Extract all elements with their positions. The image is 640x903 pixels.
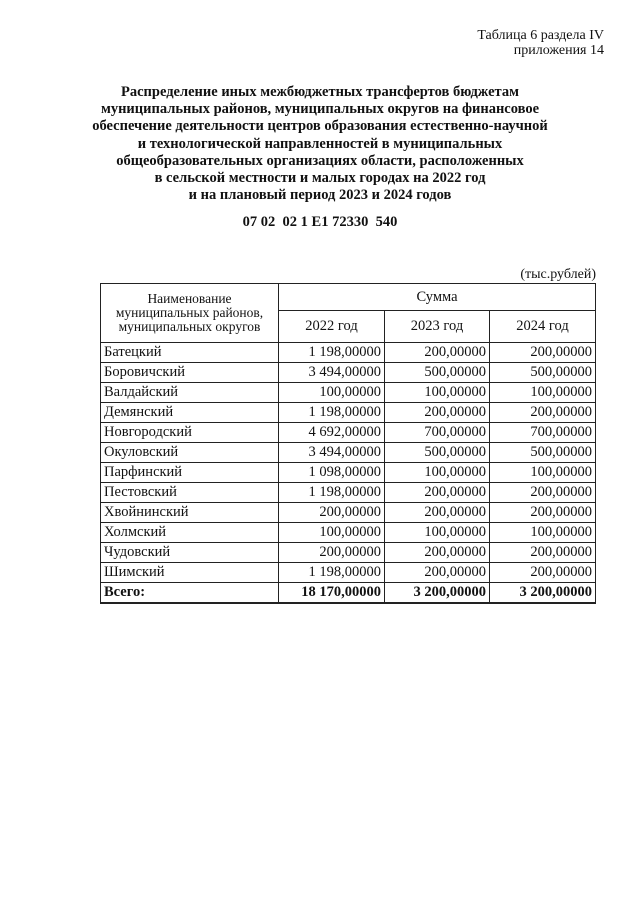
amount-2023-cell: 3 200,00000 xyxy=(385,583,490,604)
amount-2022-cell: 1 198,00000 xyxy=(279,403,385,423)
amount-2024-cell: 200,00000 xyxy=(490,503,596,523)
table-row xyxy=(101,363,596,383)
amount-2023-cell: 200,00000 xyxy=(385,343,490,363)
district-name-cell: Пестовский xyxy=(101,483,279,503)
amount-2022-cell: 1 098,00000 xyxy=(279,463,385,483)
amount-2024-cell: 100,00000 xyxy=(490,383,596,403)
district-name-cell: Окуловский xyxy=(101,443,279,463)
title-line: и на плановый период 2023 и 2024 годов xyxy=(188,187,452,204)
amount-2023-cell: 100,00000 xyxy=(385,383,490,403)
column-header-2022: 2022 год xyxy=(279,311,385,343)
amount-2022-cell: 3 494,00000 xyxy=(279,363,385,383)
allocation-table xyxy=(100,283,596,604)
amount-2022-cell: 1 198,00000 xyxy=(279,343,385,363)
column-header-name: Наименование муниципальных районов, муниципальных округов xyxy=(101,284,279,343)
district-name-cell: Батецкий xyxy=(101,343,279,363)
column-header-2023: 2023 год xyxy=(385,311,490,343)
district-name-cell: Демянский xyxy=(101,403,279,423)
amount-2023-cell: 200,00000 xyxy=(385,543,490,563)
amount-2022-cell: 3 494,00000 xyxy=(279,443,385,463)
amount-2024-cell: 500,00000 xyxy=(490,363,596,383)
amount-2024-cell: 200,00000 xyxy=(490,403,596,423)
table-row xyxy=(101,503,596,523)
column-header-2024: 2024 год xyxy=(490,311,596,343)
district-name-cell: Валдайский xyxy=(101,383,279,403)
table-row xyxy=(101,463,596,483)
table-row xyxy=(101,343,596,363)
amount-2024-cell: 100,00000 xyxy=(490,523,596,543)
amount-2024-cell: 100,00000 xyxy=(490,463,596,483)
title-line: муниципальных районов, муниципальных округов на финансовое xyxy=(100,101,540,118)
district-name-cell: Боровичский xyxy=(101,363,279,383)
unit-label: (тыс.рублей) xyxy=(520,267,596,282)
table-row xyxy=(101,423,596,443)
amount-2024-cell: 200,00000 xyxy=(490,543,596,563)
amount-2023-cell: 100,00000 xyxy=(385,523,490,543)
table-row xyxy=(101,403,596,423)
table-total-row xyxy=(101,583,596,604)
amount-2024-cell: 700,00000 xyxy=(490,423,596,443)
amount-2023-cell: 500,00000 xyxy=(385,363,490,383)
amount-2024-cell: 200,00000 xyxy=(490,343,596,363)
amount-2023-cell: 200,00000 xyxy=(385,483,490,503)
title-line: Распределение иных межбюджетных трансфертов бюджетам xyxy=(121,84,519,100)
table-row xyxy=(101,383,596,403)
amount-2024-cell: 200,00000 xyxy=(490,483,596,503)
district-name-cell: Шимский xyxy=(101,563,279,583)
amount-2023-cell: 500,00000 xyxy=(385,443,490,463)
title-line: и технологической направленностей в муниципальных xyxy=(137,135,503,152)
amount-2023-cell: 200,00000 xyxy=(385,403,490,423)
amount-2022-cell: 100,00000 xyxy=(279,383,385,403)
amount-2024-cell: 3 200,00000 xyxy=(490,583,596,604)
amount-2022-cell: 1 198,00000 xyxy=(279,563,385,583)
district-name-cell: Всего: xyxy=(101,583,279,604)
amount-2022-cell: 100,00000 xyxy=(279,523,385,543)
document-title xyxy=(40,84,600,204)
title-line: обеспечение деятельности центров образования естественно-научной xyxy=(92,118,548,135)
district-name-cell: Парфинский xyxy=(101,463,279,483)
appendix-number: приложения 14 xyxy=(513,43,604,58)
amount-2023-cell: 700,00000 xyxy=(385,423,490,443)
district-name-cell: Холмский xyxy=(101,523,279,543)
amount-2022-cell: 4 692,00000 xyxy=(279,423,385,443)
amount-2022-cell: 1 198,00000 xyxy=(279,483,385,503)
table-header-row xyxy=(101,284,596,311)
amount-2022-cell: 200,00000 xyxy=(279,543,385,563)
title-line: общеобразовательных организациях области, расположенных xyxy=(116,152,524,169)
amount-2022-cell: 200,00000 xyxy=(279,503,385,523)
table-row xyxy=(101,543,596,563)
amount-2023-cell: 200,00000 xyxy=(385,503,490,523)
amount-2024-cell: 500,00000 xyxy=(490,443,596,463)
amount-2024-cell: 200,00000 xyxy=(490,563,596,583)
amount-2022-cell: 18 170,00000 xyxy=(279,583,385,604)
table-row xyxy=(101,523,596,543)
district-name-cell: Чудовский xyxy=(101,543,279,563)
table-row xyxy=(101,563,596,583)
amount-2023-cell: 200,00000 xyxy=(385,563,490,583)
table-row xyxy=(101,483,596,503)
table-reference xyxy=(477,28,604,58)
district-name-cell: Новгородский xyxy=(101,423,279,443)
budget-classification-code: 07 02 02 1 Е1 72330 540 xyxy=(242,214,398,230)
column-header-sum: Сумма xyxy=(279,284,596,311)
title-line: в сельской местности и малых городах на 2022 год xyxy=(154,170,486,187)
amount-2023-cell: 100,00000 xyxy=(385,463,490,483)
district-name-cell: Хвойнинский xyxy=(101,503,279,523)
table-number: Таблица 6 раздела IV xyxy=(477,28,604,43)
table-row xyxy=(101,443,596,463)
